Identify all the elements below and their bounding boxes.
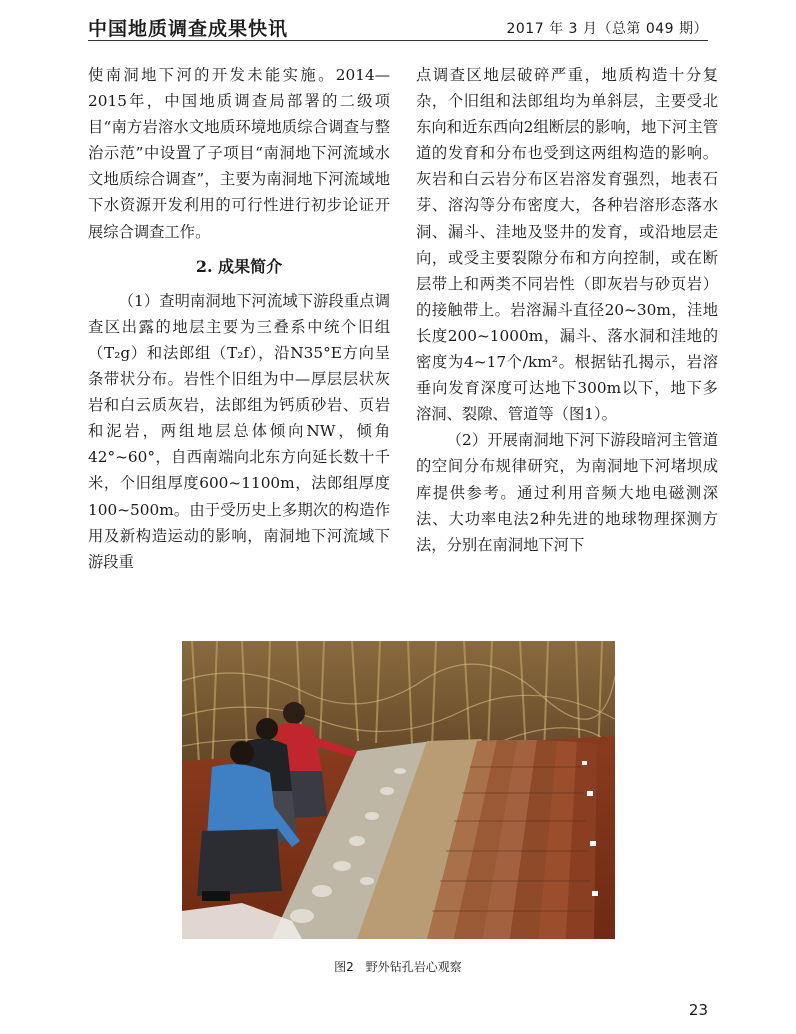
paragraph: （1）查明南洞地下河流域下游段重点调查区出露的地层主要为三叠系中统个旧组（T₂g）和法郎组（T₂f），沿N35°E方向呈条带状分布。岩性个旧组为中—厚层层状灰岩和白云质灰岩，法郎组为钙质砂岩、页岩和泥岩，两组地层总体倾向NW，倾角42°~60°，自西南端向北东方向延长数十千米，个旧组厚度600~1100m，法郎组厚度100~500m。由于受历史上多期次的构造作用及新构造运动的影响，南洞地下河流域下游段重: [88, 291, 390, 571]
page-number: 23: [688, 1001, 708, 1019]
paragraph: 使南洞地下河的开发未能实施。2014—2015年，中国地质调查局部署的二级项目“南方岩溶水文地质环境地质综合调查与整治示范”中设置了子项目“南洞地下河流域水文地质综合调查”，主要为南洞地下河流域地下水资源开发利用的可行性进行初步论证开展综合调查工作。: [88, 66, 390, 241]
section-title: 2. 成果简介: [195, 256, 283, 276]
left-column: [88, 62, 390, 575]
core-observation-photo: [182, 641, 615, 939]
paragraph: （2）开展南洞地下河下游段暗河主管道的空间分布规律研究，为南洞地下河堵坝成库提供参考。通过利用音频大地电磁测深法、大功率电法2种先进的地球物理探测方法，分别在南洞地下河下: [416, 431, 718, 554]
paragraph: 点调查区地层破碎严重，地质构造十分复杂，个旧组和法郎组均为单斜层，主要受北东向和近东西向2组断层的影响，地下河主管道的发育和分布也受到这两组构造的影响。灰岩和白云岩分布区岩溶发育强烈，地表石芽、溶沟等分布密度大，各种岩溶形态落水洞、漏斗、洼地及竖井的发育，或沿地层走向，或受主要裂隙分布和方向控制，或在断层带上和两类不同岩性（即灰岩与砂页岩）的接触带上。岩溶漏斗直径20~30m，洼地长度200~1000m，漏斗、落水洞和洼地的密度为4~17个/km²。根据钻孔揭示，岩溶垂向发育深度可达地下300m以下，地下多溶洞、裂隙、管道等（图1）。: [416, 66, 718, 424]
right-column: [416, 62, 718, 558]
page-header: [88, 14, 708, 41]
journal-title: 中国地质调查成果快讯: [88, 18, 289, 40]
figure-caption: 图2 野外钻孔岩心观察: [334, 960, 462, 974]
issue-info: 2017 年 3 月（总第 049 期）: [506, 21, 708, 37]
